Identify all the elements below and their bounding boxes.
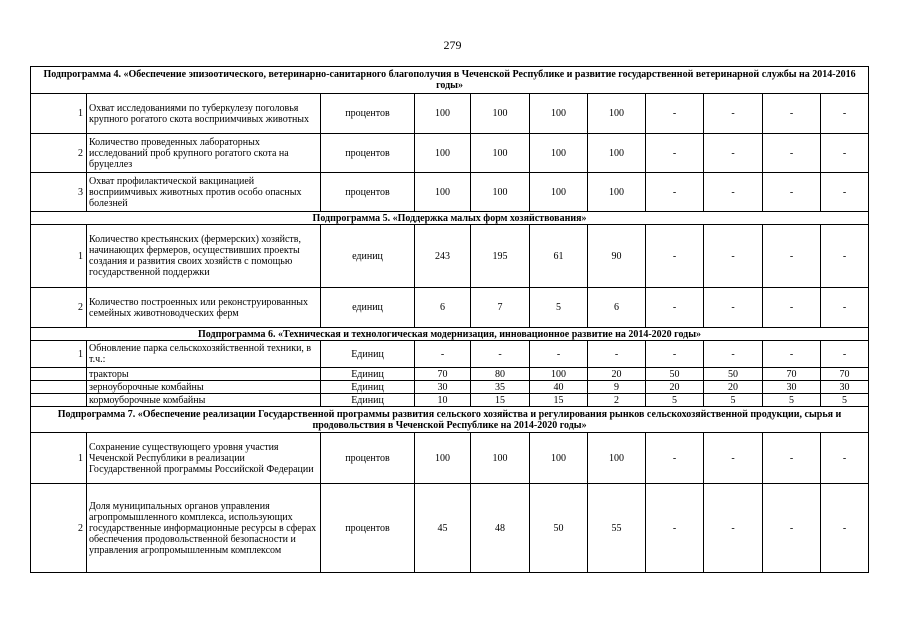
page-number: 279	[443, 38, 462, 52]
value-cell: 6	[415, 288, 471, 328]
value-cell: -	[763, 134, 821, 173]
value-cell: 100	[530, 94, 588, 134]
value-cell: 100	[530, 433, 588, 484]
value-cell: 30	[763, 381, 821, 394]
indicator-name: кормоуборочные комбайны	[87, 394, 321, 407]
row-number: 3	[31, 173, 87, 212]
table-row	[31, 225, 869, 288]
value-cell: -	[821, 134, 869, 173]
table-row	[31, 173, 869, 212]
indicator-name: тракторы	[87, 368, 321, 381]
empty-cell	[31, 381, 87, 394]
value-cell: 100	[588, 134, 646, 173]
value-cell: 5	[530, 288, 588, 328]
section-header-row	[31, 328, 869, 341]
value-cell: 5	[763, 394, 821, 407]
row-number: 1	[31, 433, 87, 484]
value-cell: 100	[530, 368, 588, 381]
value-cell: 100	[588, 433, 646, 484]
value-cell: 5	[704, 394, 763, 407]
value-cell: -	[646, 173, 704, 212]
value-cell: 100	[471, 173, 530, 212]
value-cell: 100	[415, 94, 471, 134]
indicator-name: Охват исследованиями по туберкулезу поголовья крупного рогатого скота восприимчивых животных	[87, 94, 321, 134]
indicator-name: Доля муниципальных органов управления агропромышленного комплекса, использующих государственные информационные ресурсы в сферах обеспечения продовольственной безопасности и управления агропромышленным комплексом	[87, 484, 321, 573]
value-cell: -	[821, 94, 869, 134]
table-row	[31, 94, 869, 134]
value-cell: -	[471, 341, 530, 368]
value-cell: -	[763, 288, 821, 328]
value-cell: 50	[704, 368, 763, 381]
value-cell: -	[704, 288, 763, 328]
table-row	[31, 484, 869, 573]
value-cell: -	[821, 288, 869, 328]
value-cell: 100	[471, 134, 530, 173]
value-cell: -	[646, 94, 704, 134]
value-cell: -	[646, 225, 704, 288]
value-cell: -	[588, 341, 646, 368]
unit-cell: процентов	[321, 94, 415, 134]
indicator-name: зерноуборочные комбайны	[87, 381, 321, 394]
value-cell: 100	[588, 94, 646, 134]
value-cell: 20	[646, 381, 704, 394]
value-cell: 100	[415, 433, 471, 484]
value-cell: 2	[588, 394, 646, 407]
value-cell: 48	[471, 484, 530, 573]
value-cell: 195	[471, 225, 530, 288]
value-cell: 100	[588, 173, 646, 212]
value-cell: 30	[821, 381, 869, 394]
value-cell: 40	[530, 381, 588, 394]
value-cell: 15	[530, 394, 588, 407]
value-cell: -	[763, 484, 821, 573]
value-cell: -	[821, 225, 869, 288]
value-cell: 100	[471, 94, 530, 134]
table-row	[31, 134, 869, 173]
value-cell: 20	[704, 381, 763, 394]
unit-cell: Единиц	[321, 368, 415, 381]
indicators-table	[30, 66, 869, 573]
value-cell: 35	[471, 381, 530, 394]
row-number: 1	[31, 225, 87, 288]
value-cell: 100	[471, 433, 530, 484]
row-number: 1	[31, 341, 87, 368]
value-cell: 70	[763, 368, 821, 381]
value-cell: 50	[530, 484, 588, 573]
table-row	[31, 394, 869, 407]
section-header-row	[31, 212, 869, 225]
section-header-row	[31, 407, 869, 433]
value-cell: -	[704, 484, 763, 573]
row-number: 2	[31, 134, 87, 173]
value-cell: 10	[415, 394, 471, 407]
value-cell: 15	[471, 394, 530, 407]
value-cell: -	[763, 341, 821, 368]
section-title: Подпрограмма 7. «Обеспечение реализации Государственной программы развития сельского хозяйства и регулирования рынков сельскохозяйственной продукции, сырья и продовольствия в Чеченской Республике на 2014-2020 годы»	[31, 407, 869, 433]
value-cell: 80	[471, 368, 530, 381]
unit-cell: единиц	[321, 288, 415, 328]
value-cell: -	[704, 94, 763, 134]
unit-cell: процентов	[321, 134, 415, 173]
unit-cell: единиц	[321, 225, 415, 288]
value-cell: 30	[415, 381, 471, 394]
indicator-name: Обновление парка сельскохозяйственной техники, в т.ч.:	[87, 341, 321, 368]
value-cell: -	[821, 433, 869, 484]
section-title: Подпрограмма 4. «Обеспечение эпизоотического, ветеринарно-санитарного благополучия в Чеченской Республике и развитие государственной ветеринарной службы на 2014-2016 годы»	[31, 67, 869, 94]
unit-cell: Единиц	[321, 394, 415, 407]
table-row	[31, 381, 869, 394]
value-cell: -	[646, 341, 704, 368]
value-cell: -	[530, 341, 588, 368]
unit-cell: процентов	[321, 173, 415, 212]
value-cell: -	[704, 173, 763, 212]
indicator-name: Количество проведенных лабораторных исследований проб крупного рогатого скота на бруцеллез	[87, 134, 321, 173]
value-cell: -	[415, 341, 471, 368]
value-cell: 45	[415, 484, 471, 573]
value-cell: 9	[588, 381, 646, 394]
table-row	[31, 433, 869, 484]
unit-cell: процентов	[321, 433, 415, 484]
table-row	[31, 288, 869, 328]
table-row	[31, 368, 869, 381]
value-cell: 5	[646, 394, 704, 407]
value-cell: 6	[588, 288, 646, 328]
section-header-row	[31, 67, 869, 94]
value-cell: 7	[471, 288, 530, 328]
value-cell: 100	[415, 173, 471, 212]
value-cell: -	[646, 288, 704, 328]
value-cell: 5	[821, 394, 869, 407]
value-cell: -	[646, 484, 704, 573]
unit-cell: Единиц	[321, 341, 415, 368]
indicator-name: Сохранение существующего уровня участия Чеченской Республики в реализации Государственной программы Российской Федерации	[87, 433, 321, 484]
value-cell: -	[763, 433, 821, 484]
value-cell: -	[646, 433, 704, 484]
value-cell: 100	[530, 173, 588, 212]
value-cell: -	[821, 341, 869, 368]
value-cell: 90	[588, 225, 646, 288]
value-cell: 70	[821, 368, 869, 381]
value-cell: 55	[588, 484, 646, 573]
table-row	[31, 341, 869, 368]
section-title: Подпрограмма 6. «Техническая и технологическая модернизация, инновационное развитие на 2014-2020 годы»	[31, 328, 869, 341]
value-cell: 50	[646, 368, 704, 381]
row-number: 1	[31, 94, 87, 134]
value-cell: -	[763, 173, 821, 212]
indicator-name: Количество крестьянских (фермерских) хозяйств, начинающих фермеров, осуществивших проекты создания и развития своих хозяйств с помощью государственной поддержки	[87, 225, 321, 288]
unit-cell: Единиц	[321, 381, 415, 394]
unit-cell: процентов	[321, 484, 415, 573]
indicator-name: Охват профилактической вакцинацией восприимчивых животных против особо опасных болезней	[87, 173, 321, 212]
section-title: Подпрограмма 5. «Поддержка малых форм хозяйствования»	[31, 212, 869, 225]
value-cell: 20	[588, 368, 646, 381]
value-cell: -	[704, 225, 763, 288]
value-cell: -	[646, 134, 704, 173]
empty-cell	[31, 368, 87, 381]
value-cell: 100	[530, 134, 588, 173]
value-cell: -	[704, 433, 763, 484]
value-cell: -	[763, 94, 821, 134]
value-cell: -	[704, 134, 763, 173]
value-cell: -	[763, 225, 821, 288]
value-cell: 243	[415, 225, 471, 288]
value-cell: -	[821, 484, 869, 573]
row-number: 2	[31, 484, 87, 573]
value-cell: 70	[415, 368, 471, 381]
value-cell: 61	[530, 225, 588, 288]
value-cell: -	[704, 341, 763, 368]
empty-cell	[31, 394, 87, 407]
value-cell: 100	[415, 134, 471, 173]
indicator-name: Количество построенных или реконструированных семейных животноводческих ферм	[87, 288, 321, 328]
value-cell: -	[821, 173, 869, 212]
row-number: 2	[31, 288, 87, 328]
